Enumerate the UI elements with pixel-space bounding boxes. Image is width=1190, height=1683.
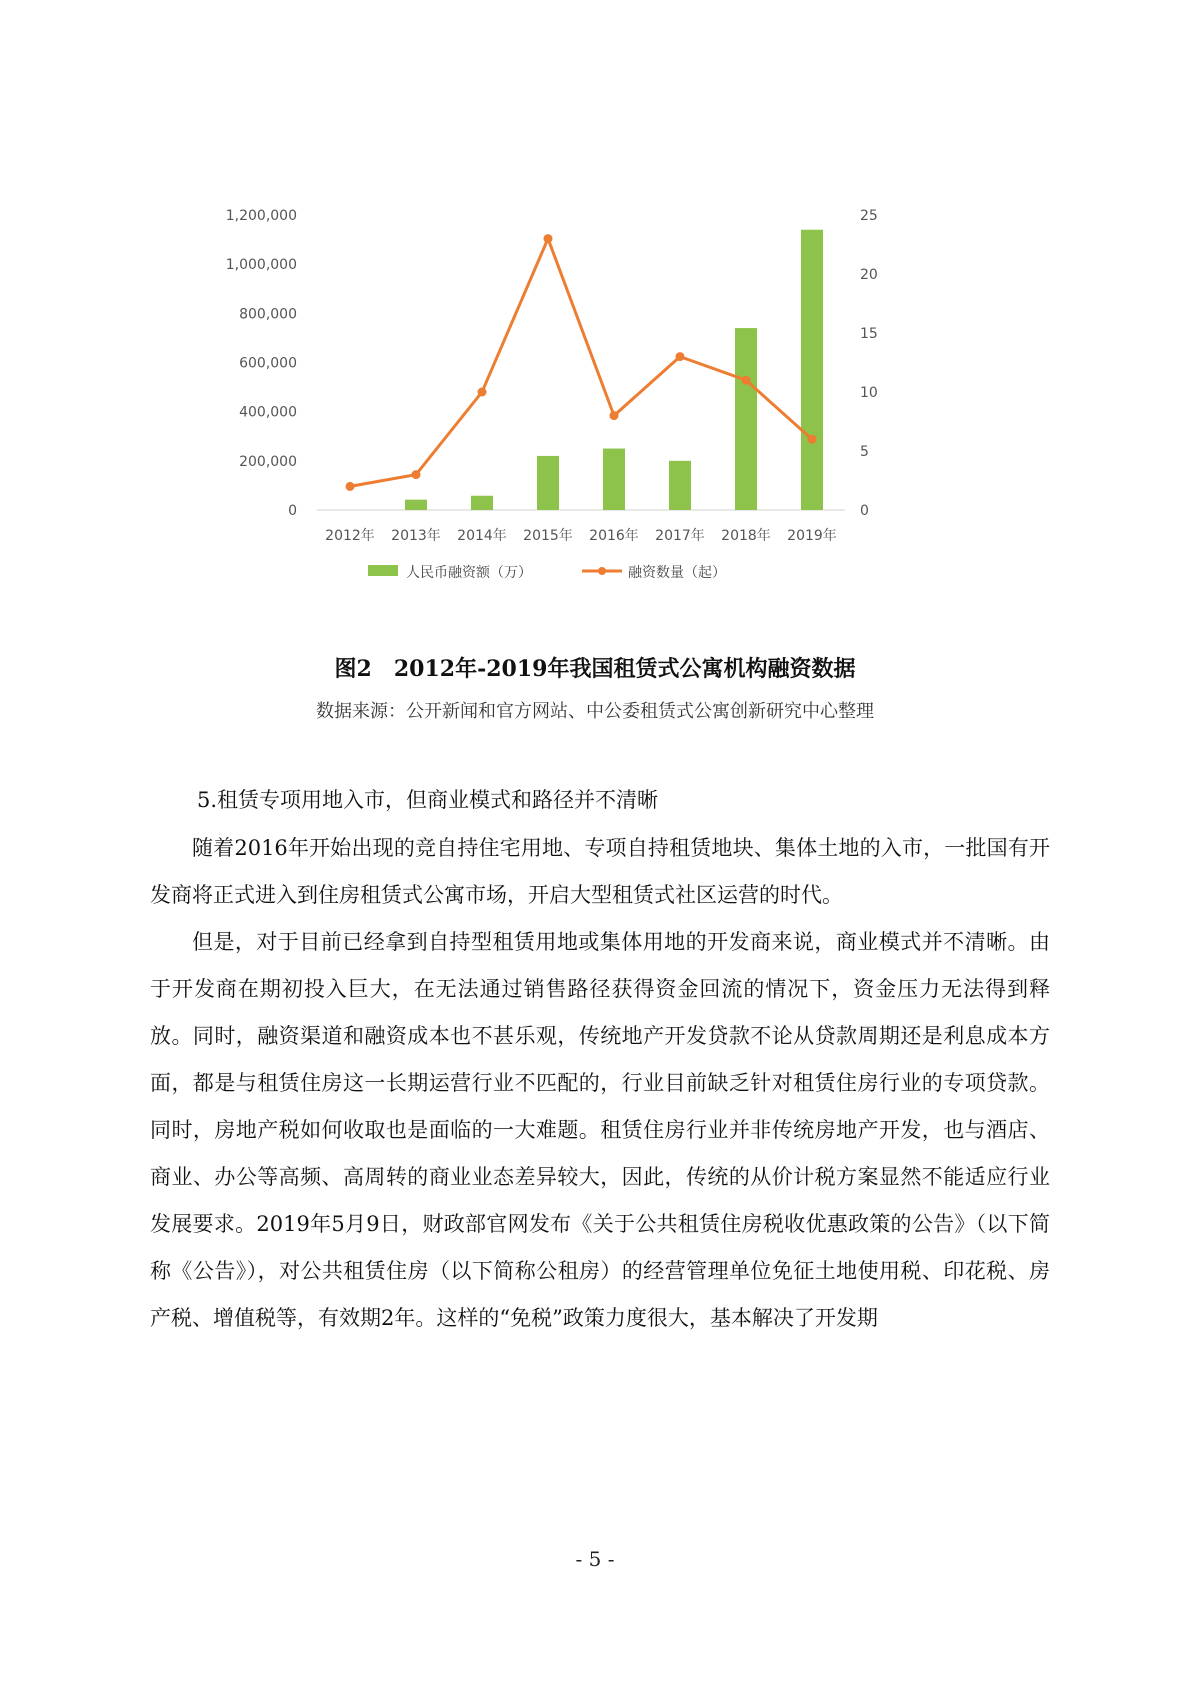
line-point (742, 376, 751, 385)
left-tick-label: 600,000 (239, 355, 297, 372)
left-tick-label: 800,000 (239, 306, 297, 323)
bar (603, 449, 625, 510)
x-tick-label: 2017年 (655, 528, 705, 544)
bar (735, 328, 757, 510)
x-tick-label: 2013年 (391, 528, 441, 544)
right-tick-label: 5 (860, 444, 869, 460)
left-tick-label: 0 (288, 503, 297, 519)
right-axis-ticks (860, 208, 878, 519)
x-axis-ticks (325, 527, 837, 544)
left-tick-label: 1,200,000 (225, 208, 297, 224)
financing-chart (210, 200, 930, 640)
x-tick-label: 2019年 (787, 528, 837, 544)
line-point (412, 470, 421, 479)
paragraph-2: 但是，对于目前已经拿到自持型租赁用地或集体用地的开发商来说，商业模式并不清晰。由于开发商在期初投入巨大，在无法通过销售路径获得资金回流的情况下，资金压力无法得到释放。同时，融资渠道和融资成本也不甚乐观，传统地产开发贷款不论从贷款周期还是利息成本方面，都是与租赁住房这一长期运营行业不匹配的，行业目前缺乏针对租赁住房行业的专项贷款。同时，房地产税如何收取也是面临的一大难题。租赁住房行业并非传统房地产开发，也与酒店、商业、办公等高频、高周转的商业业态差异较大，因此，传统的从价计税方案显然不能适应行业发展要求。2019年5月9日，财政部官网发布《关于公共租赁住房税收优惠政策的公告》（以下简称《公告》），对公共租赁住房（以下简称公租房）的经营管理单位免征土地使用税、印花税、房产税、增值税等，有效期2年。这样的“免税”政策力度很大，基本解决了开发期 (150, 930, 1050, 1330)
left-axis-ticks (226, 208, 297, 519)
right-tick-label: 25 (860, 208, 878, 224)
section-body (150, 775, 1050, 1342)
bar (669, 461, 691, 510)
left-tick-label: 400,000 (239, 404, 297, 421)
line-point (676, 352, 685, 361)
legend-bar-label: 人民币融资额（万） (406, 565, 532, 581)
figure-caption: 图2 2012年-2019年我国租赁式公寓机构融资数据 (334, 656, 856, 682)
bar-series (405, 230, 823, 510)
line-point (346, 482, 355, 491)
bar (471, 496, 493, 510)
bar (801, 230, 823, 510)
right-tick-label: 20 (860, 267, 878, 283)
right-tick-label: 15 (860, 326, 878, 342)
legend-bar-swatch (368, 565, 398, 576)
bar (537, 456, 559, 510)
paragraph-1: 随着2016年开始出现的竞自持住宅用地、专项自持租赁地块、集体土地的入市，一批国有开发商将正式进入到住房租赁式公寓市场，开启大型租赁式社区运营的时代。 (150, 836, 1050, 907)
legend (368, 564, 726, 581)
x-tick-label: 2012年 (325, 528, 375, 544)
right-tick-label: 0 (860, 503, 869, 519)
line-point (544, 234, 553, 243)
x-tick-label: 2015年 (523, 528, 573, 544)
line-point (808, 435, 817, 444)
bar (405, 500, 427, 510)
figure-source: 数据来源：公开新闻和官方网站、中公委租赁式公寓创新研究中心整理 (316, 701, 874, 722)
x-tick-label: 2014年 (457, 528, 507, 544)
right-tick-label: 10 (860, 385, 878, 401)
page-number: - 5 - (575, 1547, 615, 1571)
left-tick-label: 200,000 (239, 453, 297, 470)
line-point (610, 411, 619, 420)
x-tick-label: 2016年 (589, 528, 639, 544)
legend-line-marker (598, 567, 606, 575)
line-point (478, 388, 487, 397)
legend-line-label: 融资数量（起） (628, 565, 726, 581)
x-tick-label: 2018年 (721, 528, 771, 544)
section-heading: 5.租赁专项用地入市，但商业模式和路径并不清晰 (197, 788, 659, 812)
left-tick-label: 1,000,000 (225, 257, 297, 274)
